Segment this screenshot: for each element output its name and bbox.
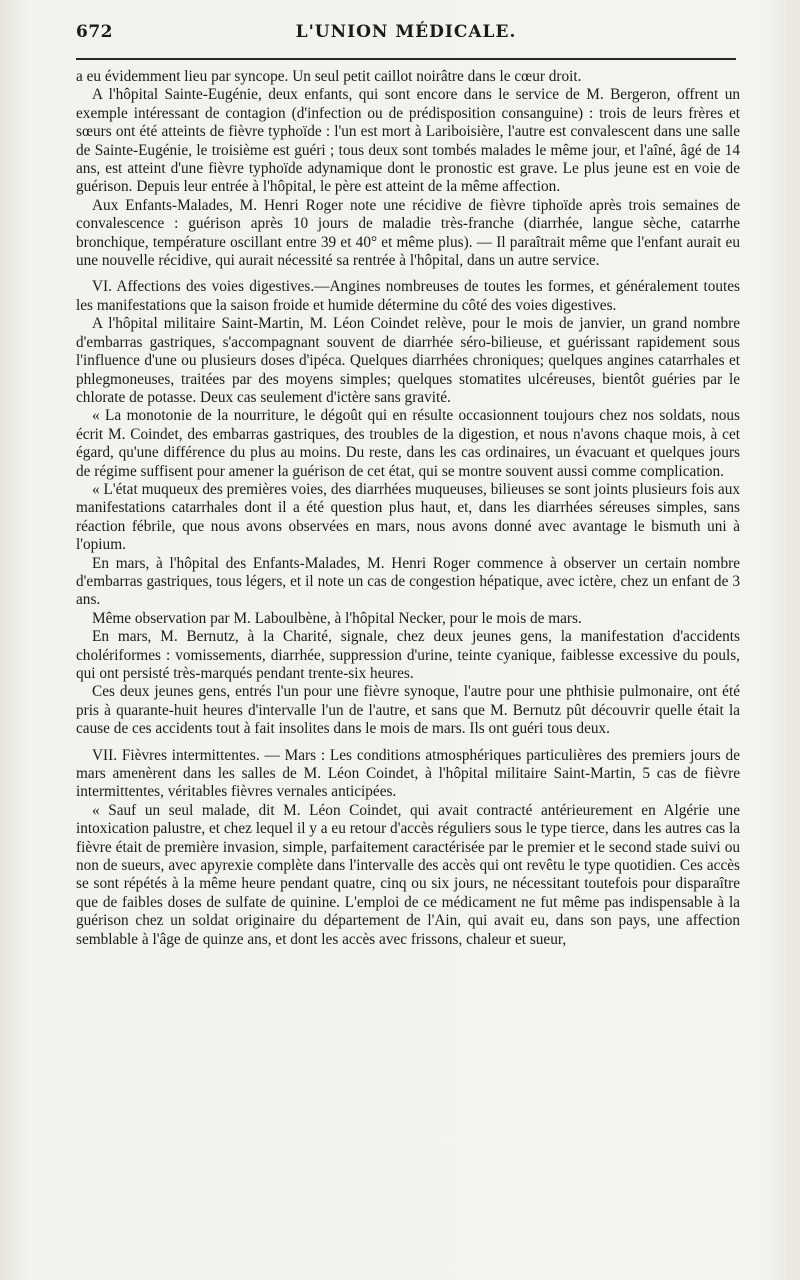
header-rule [76,58,736,60]
paragraph: Ces deux jeunes gens, entrés l'un pour une fièvre synoque, l'autre pour une phthisie pulmonaire, ont été pris à quarante-huit heures d'intervalle l'un de l'autre, et sans que M. Bernutz pût découvrir quelle était la cause de ces accidents tout à fait insolites dans le mois de mars. Ils ont guéri tous deux. [76,683,740,738]
paragraph: Même observation par M. Laboulbène, à l'hôpital Necker, pour le mois de mars. [92,609,582,627]
paragraph: A l'hôpital militaire Saint-Martin, M. Léon Coindet relève, pour le mois de janvier, un grand nombre d'embarras gastriques, s'accompagnant souvent de diarrhée séro-bilieuse, et guérissant rapidement sous l'influence d'une ou plusieurs doses d'ipéca. Quelques diarrhées chroniques; quelques angines catarrhales et phlegmoneuses, traitées par des moyens simples; quelques stomatites ulcéreuses, bientôt guéries par le chlorate de potasse. Deux cas seulement d'ictère sans gravité. [76,315,740,406]
section-vi-paragraph: VI. Affections des voies digestives.—Angines nombreuses de toutes les formes, et généralement toutes les manifestations que la saison froide et humide détermine du côté des voies digestives. [76,278,740,314]
paragraph: « La monotonie de la nourriture, le dégoût qui en résulte occasionnent toujours chez nos soldats, nous écrit M. Coindet, des embarras gastriques, des troubles de la digestion, et nous n'avons chaque mois, à cet égard, qu'une différence du plus au moins. Du reste, dans les cas ordinaires, un évacuant et quelques jours de régime suffisent pour amener la guérison de cet état, qui se montre souvent aussi comme complication. [76,407,740,480]
paragraph: En mars, à l'hôpital des Enfants-Malades, M. Henri Roger commence à observer un certain nombre d'embarras gastriques, tous légers, et il note un cas de congestion hépatique, avec ictère, chez un enfant de 3 ans. [76,554,740,609]
paragraph: A l'hôpital Sainte-Eugénie, deux enfants, qui sont encore dans le service de M. Bergeron, offrent un exemple intéressant de contagion (d'infection ou de prédisposition consanguine) : trois de leurs frères et sœurs ont été atteints de fièvre typhoïde : l'un est mort à Lariboisière, l'autre est convalescent dans une salle de Sainte-Eugénie, le troisième est guéri ; tous deux sont tombés malades le même jour, et l'aîné, âgé de 14 ans, est atteint d'une fièvre typhoïde adynamique dont le pronostic est grave. Le plus jeune est en voie de guérison. Depuis leur entrée à l'hôpital, le père est atteint de la même affection. [76,86,740,196]
body-text [76,68,740,949]
section-vii-paragraph: VII. Fièvres intermittentes. — Mars : Les conditions atmosphériques particulières des premiers jours de mars amenèrent dans les salles de M. Léon Coindet, à l'hôpital militaire Saint-Martin, 5 cas de fièvre intermittentes, véritables fièvres vernales anticipées. [76,746,740,801]
paragraph: En mars, M. Bernutz, à la Charité, signale, chez deux jeunes gens, la manifestation d'accidents cholériformes : vomissements, diarrhée, suppression d'urine, teinte cyanique, faiblesse excessive du pouls, qui ont persisté très-marqués pendant trente-six heures. [76,628,740,682]
running-title: L'UNION MÉDICALE. [295,22,517,42]
page-header [76,22,736,48]
paragraph: Aux Enfants-Malades, M. Henri Roger note une récidive de fièvre tiphoïde après trois semaines de convalescence : guérison après 10 jours de maladie très-franche (diarrhée, langue sèche, catarrhe bronchique, température oscillant entre 39 et 40° et même plus). — Il paraîtrait même que l'enfant aurait eu une nouvelle récidive, qui aurait nécessité sa rentrée à l'hôpital, dans un autre service. [76,196,740,270]
page-number: 672 [76,22,113,42]
paragraph: « L'état muqueux des premières voies, des diarrhées muqueuses, bilieuses se sont joints plusieurs fois aux manifestations catarrhales dont il a été question plus haut, et, dans les diarrhées séreuses simples, sans réaction fébrile, que nous avons observées en mars, nous avons donné avec avantage le bismuth uni à l'opium. [76,480,740,554]
paragraph: « Sauf un seul malade, dit M. Léon Coindet, qui avait contracté antérieurement en Algérie une intoxication palustre, et chez lequel il y a eu retour d'accès réguliers sous le type tierce, dans les autres cas la fièvre était de première invasion, simple, parfaitement caractérisée par le premier et le second stade suivi ou non de sueurs, avec apyrexie complète dans l'intervalle des accès qui ont revêtu le type quotidien. Ces accès se sont répétés à la même heure pendant quatre, cinq ou six jours, ne nécessitant toutefois pour disparaître que de faibles doses de sulfate de quinine. L'emploi de ce médicament ne fut même pas indispensable à la guérison chez un soldat originaire du département de l'Ain, qui avait eu, dans son pays, une affection semblable à l'âge de quinze ans, et dont les accès avec frissons, chaleur et sueur, [76,801,740,948]
paragraph: a eu évidemment lieu par syncope. Un seul petit caillot noirâtre dans le cœur droit. [76,68,582,85]
